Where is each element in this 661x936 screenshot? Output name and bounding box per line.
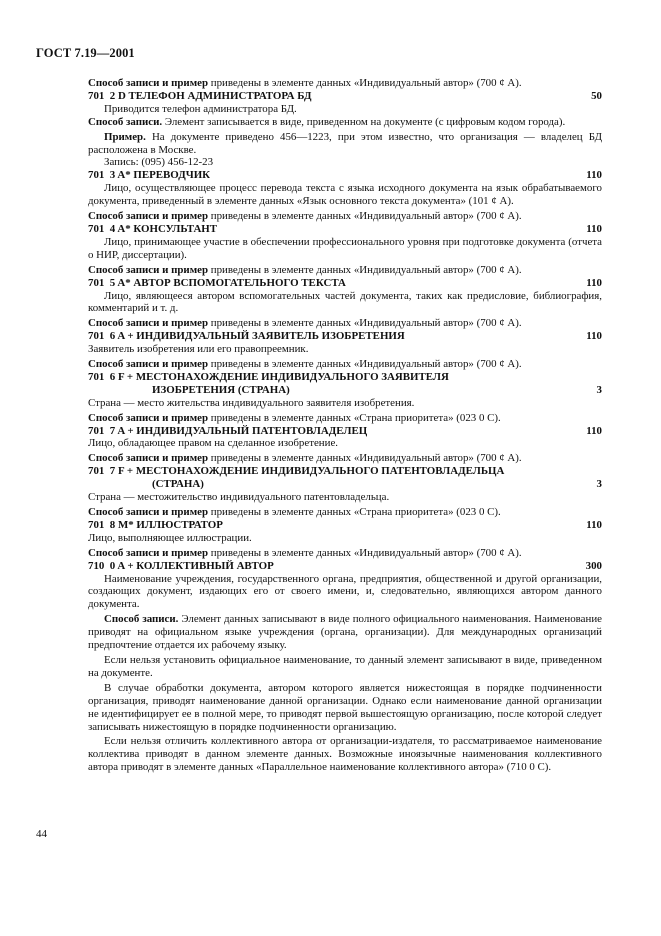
paragraph: Если нельзя отличить коллективного автора от организации-издателя, то рассматриваемое наименование коллектива приводят в данном элементе данных. Возможные иноязычные наименования коллективного автора приводят в элементе данных «Параллельное наименование коллективного автора» (710 0 C). [88, 735, 602, 774]
heading-number: 50 [591, 89, 602, 102]
heading-title: 710 0 A + КОЛЛЕКТИВНЫЙ АВТОР [88, 559, 274, 572]
heading-title: ИЗОБРЕТЕНИЯ (СТРАНА) [152, 383, 290, 396]
element-heading [88, 560, 602, 573]
heading-number: 110 [586, 330, 602, 343]
paragraph: Лицо, являющееся автором вспомогательных частей документа, таких как предисловие, библиография, комментарий и т. д. [88, 289, 602, 315]
paragraph [88, 412, 602, 425]
paragraph-text: На документе приведено 456—1223, при этом известно, что организация — владелец БД расположена в Москве. [88, 130, 602, 156]
heading-title: 701 3 A* ПЕРЕВОДЧИК [88, 169, 211, 182]
paragraph [88, 613, 602, 652]
paragraph: Лицо, осуществляющее процесс перевода текста с языка исходного документа на язык обрабатываемого документа, приведенный в элементе данных «Язык основного текста документа» (101 ¢ A). [88, 182, 602, 208]
paragraph [88, 452, 602, 465]
paragraph [88, 317, 602, 330]
element-heading [88, 519, 602, 532]
paragraph: Лицо, обладающее правом на сделанное изобретение. [88, 437, 339, 450]
element-heading-continued [88, 384, 602, 397]
heading-number: 110 [586, 518, 602, 531]
paragraph [88, 210, 602, 223]
paragraph-text: приведены в элементе данных «Индивидуальный автор» (700 ¢ A). [208, 452, 522, 465]
paragraph: Страна — местожительство индивидуального патентовладельца. [88, 491, 390, 504]
paragraph-text: приведены в элементе данных «Страна приоритета» (023 0 C). [208, 411, 501, 424]
paragraph [88, 116, 602, 129]
paragraph-text: приведены в элементе данных «Индивидуальный автор» (700 ¢ A). [208, 317, 522, 330]
bold-lead: Способ записи и пример [88, 263, 209, 276]
document-header: ГОСТ 7.19—2001 [36, 46, 135, 60]
element-heading [88, 90, 602, 103]
heading-title: (СТРАНА) [152, 478, 204, 491]
paragraph: Страна — место жительства индивидуального заявителя изобретения. [88, 396, 415, 409]
element-heading [88, 223, 602, 236]
paragraph [88, 358, 602, 371]
paragraph: Если нельзя установить официальное наименование, то данный элемент записывают в виде, приведенном на документе. [88, 653, 602, 679]
paragraph-text: приведены в элементе данных «Индивидуальный автор» (700 ¢ A). [208, 210, 522, 223]
heading-number: 110 [586, 169, 602, 182]
paragraph-text: приведены в элементе данных «Индивидуальный автор» (700 ¢ A). [208, 77, 522, 89]
paragraph-text: приведены в элементе данных «Индивидуальный автор» (700 ¢ A). [208, 263, 522, 276]
element-heading [88, 277, 602, 290]
element-heading [88, 465, 602, 478]
paragraph-text: приведены в элементе данных «Страна приоритета» (023 0 C). [208, 506, 501, 518]
heading-title: 701 6 A + ИНДИВИДУАЛЬНЫЙ ЗАЯВИТЕЛЬ ИЗОБРЕТЕНИЯ [88, 330, 405, 343]
heading-title: 701 7 F + МЕСТОНАХОЖДЕНИЕ ИНДИВИДУАЛЬНОГО ПАТЕНТОВЛАДЕЛЬЦА [88, 465, 505, 478]
paragraph [88, 264, 602, 277]
heading-number: 110 [586, 276, 602, 289]
paragraph-text: приведены в элементе данных «Индивидуальный автор» (700 ¢ A). [208, 358, 522, 371]
paragraph: Лицо, выполняющее иллюстрации. [88, 531, 252, 544]
paragraph: Заявитель изобретения или его правопреемник. [88, 343, 309, 356]
bold-lead: Способ записи. [88, 115, 163, 128]
heading-number: 3 [596, 383, 602, 396]
heading-number: 110 [586, 424, 602, 437]
heading-number: 110 [586, 222, 602, 235]
element-heading [88, 425, 602, 438]
paragraph: Приводится телефон администратора БД. [104, 102, 297, 115]
paragraph: Запись: (095) 456-12-23 [104, 156, 214, 169]
bold-lead: Способ записи и пример [88, 506, 209, 518]
bold-lead: Способ записи и пример [88, 358, 209, 371]
bold-lead: Способ записи и пример [88, 210, 209, 223]
paragraph [88, 547, 602, 560]
page-number: 44 [36, 828, 47, 840]
paragraph-text: Элемент данных записывают в виде полного официального наименования. Наименование приводят на официальном языке учреждения (органа, организации). Для международных организаций предпочтение отдается их рабочему языку. [88, 613, 602, 652]
heading-number: 300 [585, 559, 602, 572]
bold-lead: Способ записи и пример [88, 411, 209, 424]
paragraph: Наименование учреждения, государственного органа, предприятия, общественной и другой организации, создающих документ, издающих его от своего имени, и, следовательно, являющихся автором данного документа. [88, 572, 602, 611]
bold-lead: Способ записи и пример [88, 452, 209, 465]
element-heading-continued [88, 478, 602, 491]
element-heading [88, 169, 602, 182]
bold-lead: Пример. [104, 130, 146, 143]
heading-title: 701 8 M* ИЛЛЮСТРАТОР [88, 518, 223, 531]
paragraph [88, 506, 602, 519]
heading-title: 701 2 D ТЕЛЕФОН АДМИНИСТРАТОРА БД [88, 89, 312, 102]
document-body [88, 77, 602, 774]
element-heading [88, 371, 602, 384]
paragraph-text: Элемент записывается в виде, приведенном на документе (с цифровым кодом города). [162, 115, 566, 128]
heading-title: 701 4 A* КОНСУЛЬТАНТ [88, 222, 218, 235]
paragraph: Лицо, принимающее участие в обеспечении профессионального уровня при подготовке документа (отчета о НИР, диссертации). [88, 235, 602, 261]
heading-number: 3 [596, 478, 602, 491]
bold-lead: Способ записи. [104, 613, 179, 626]
bold-lead: Способ записи и пример [88, 317, 209, 330]
heading-title: 701 6 F + МЕСТОНАХОЖДЕНИЕ ИНДИВИДУАЛЬНОГО ЗАЯВИТЕЛЯ [88, 370, 449, 383]
paragraph [88, 131, 602, 157]
element-heading [88, 330, 602, 343]
heading-title: 701 7 A + ИНДИВИДУАЛЬНЫЙ ПАТЕНТОВЛАДЕЛЕЦ [88, 424, 368, 437]
paragraph-text: приведены в элементе данных «Индивидуальный автор» (700 ¢ A). [208, 546, 522, 559]
bold-lead: Способ записи и пример [88, 77, 209, 89]
paragraph [88, 77, 602, 90]
heading-title: 701 5 A* АВТОР ВСПОМОГАТЕЛЬНОГО ТЕКСТА [88, 276, 346, 289]
paragraph: В случае обработки документа, автором которого является нижестоящая в порядке подчиненности организация, приводят наименование данной организации. Однако если наименование данной организации не идентифицирует ее в полной мере, то приводят первой вышестоящую организацию, после которой следует записывать нижестоящую в порядке подчиненности организацию. [88, 681, 602, 733]
bold-lead: Способ записи и пример [88, 546, 209, 559]
